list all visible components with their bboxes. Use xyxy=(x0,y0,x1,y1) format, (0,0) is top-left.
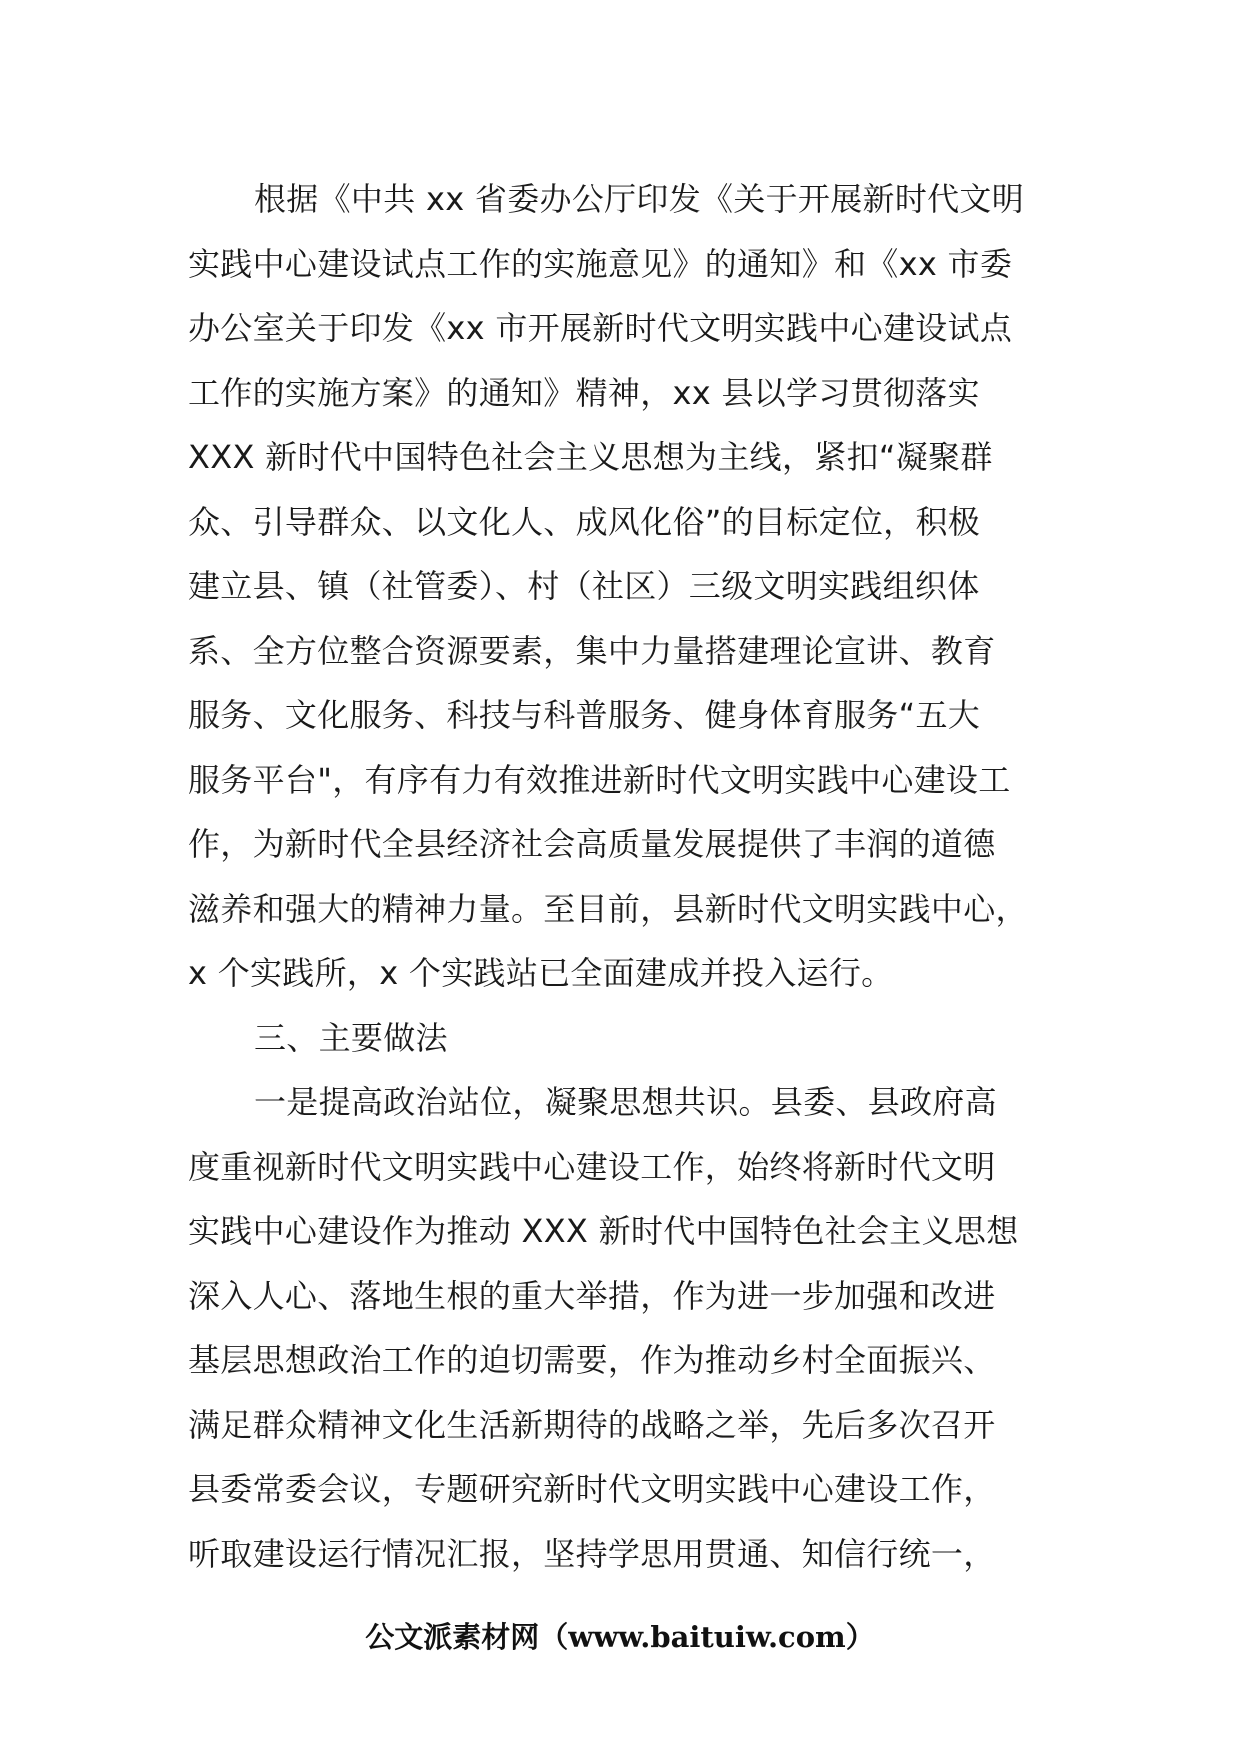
paragraph-line: 工作的实施方案》的通知》精神，xx 县以学习贯彻落实 xyxy=(188,373,980,412)
paragraph-line: 听取建设运行情况汇报，坚持学思用贯通、知信行统一， xyxy=(188,1534,996,1573)
paragraph-line: 众、引导群众、以文化人、成风化俗”的目标定位，积极 xyxy=(188,502,981,541)
paragraph-line: XXX 新时代中国特色社会主义思想为主线，紧扣“凝聚群 xyxy=(188,438,993,476)
paragraph-line: 深入人心、落地生根的重大举措，作为进一步加强和改进 xyxy=(188,1276,996,1315)
paragraph-line: 服务平台"，有序有力有效推进新时代文明实践中心建设工 xyxy=(188,760,1011,799)
paragraph-line: 县委常委会议，专题研究新时代文明实践中心建设工作， xyxy=(188,1470,996,1508)
paragraph-line: 度重视新时代文明实践中心建设工作，始终将新时代文明 xyxy=(188,1147,996,1186)
paragraph-line: 基层思想政治工作的迫切需要，作为推动乡村全面振兴、 xyxy=(188,1341,996,1379)
paragraph-line: 办公室关于印发《xx 市开展新时代文明实践中心建设试点 xyxy=(188,309,1013,347)
paragraph-line: 满足群众精神文化生活新期待的战略之举，先后多次召开 xyxy=(188,1405,996,1444)
paragraph-line: 作，为新时代全县经济社会高质量发展提供了丰润的道德 xyxy=(188,825,996,863)
paragraph-line: 服务、文化服务、科技与科普服务、健身体育服务“五大 xyxy=(188,696,981,734)
paragraph-line: 实践中心建设作为推动 XXX 新时代中国特色社会主义思想 xyxy=(188,1212,1019,1250)
footer-watermark: 公文派素材网（www.baituiw.com） xyxy=(365,1620,875,1654)
paragraph-line: 建立县、镇（社管委）、村（社区）三级文明实践组织体 xyxy=(188,567,980,605)
paragraph-line: 根据《中共 xx 省委办公厅印发《关于开展新时代文明 xyxy=(254,180,1025,218)
paragraph-line: 滋养和强大的精神力量。至目前，县新时代文明实践中心， xyxy=(188,889,1028,928)
section-heading: 三、主要做法 xyxy=(254,1018,448,1057)
document-body xyxy=(188,167,1058,1586)
paragraph-line: x 个实践所，x 个实践站已全面建成并投入运行。 xyxy=(188,954,894,992)
paragraph-line: 实践中心建设试点工作的实施意见》的通知》和《xx 市委 xyxy=(188,244,1013,283)
paragraph-line: 系、全方位整合资源要素，集中力量搭建理论宣讲、教育 xyxy=(188,631,996,670)
paragraph-line: 一是提高政治站位，凝聚思想共识。县委、县政府高 xyxy=(254,1083,997,1121)
